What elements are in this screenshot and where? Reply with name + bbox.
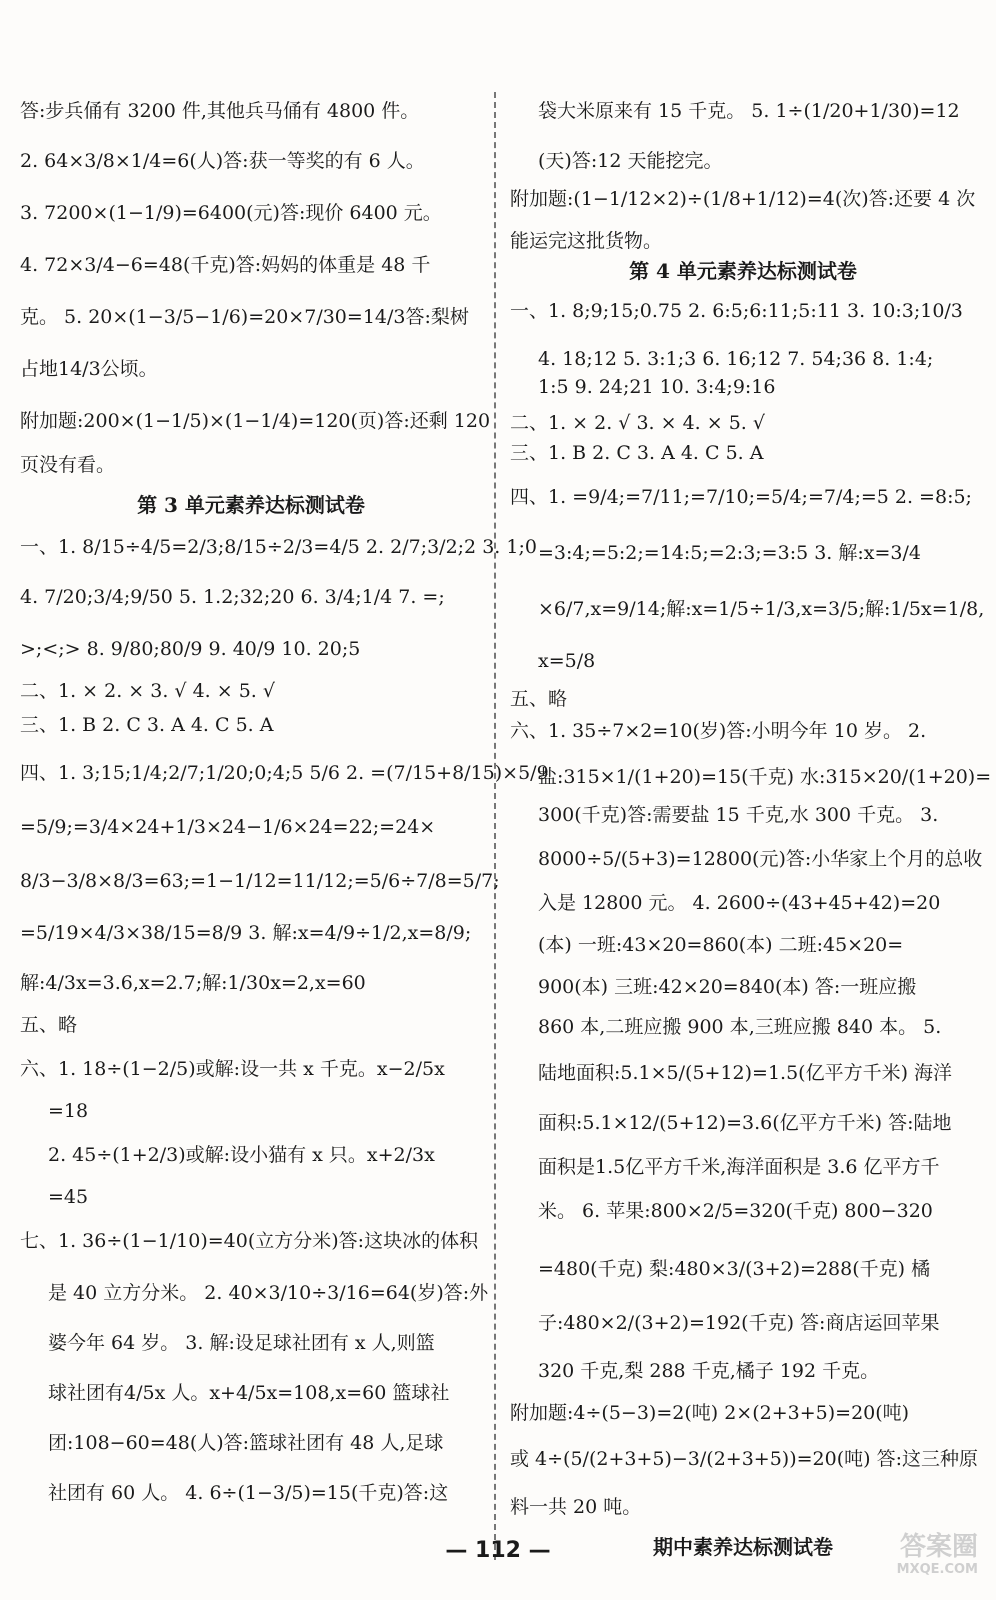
answer-line: 4. 18;12 5. 3:1;3 6. 16;12 7. 54;36 8. 1:4; bbox=[538, 348, 934, 370]
answer-line: 三、1. B 2. C 3. A 4. C 5. A bbox=[20, 714, 274, 736]
answer-line: 900(本) 三班:42×20=840(本) 答:一班应搬 bbox=[538, 976, 917, 998]
midterm-heading: 期中素养达标测试卷 bbox=[653, 1535, 833, 1559]
answer-line: =18 bbox=[48, 1100, 89, 1122]
answer-line: >;<;> 8. 9/80;80/9 9. 40/9 10. 20;5 bbox=[20, 638, 361, 660]
answer-line: 二、1. × 2. × 3. √ 4. × 5. √ bbox=[20, 680, 275, 702]
answer-line: 面积:5.1×12/(5+12)=3.6(亿平方千米) 答:陆地 bbox=[538, 1112, 952, 1134]
answer-line: 四、1. 3;15;1/4;2/7;1/20;0;4;5 5/6 2. =(7/15+8/15)×5/9 bbox=[20, 762, 549, 784]
answer-line: (天)答:12 天能挖完。 bbox=[538, 150, 723, 172]
answer-line: 盐:315×1/(1+20)=15(千克) 水:315×20/(1+20)= bbox=[538, 766, 992, 788]
answer-line: 占地14/3公顷。 bbox=[20, 358, 158, 380]
answer-line: 300(千克)答:需要盐 15 千克,水 300 千克。 3. bbox=[538, 804, 939, 826]
answer-line: 克。 5. 20×(1−3/5−1/6)=20×7/30=14/3答:梨树 bbox=[20, 306, 469, 328]
answer-line: 4. 7/20;3/4;9/50 5. 1.2;32;20 6. 3/4;1/4 7. =; bbox=[20, 586, 445, 608]
answer-line: ×6/7,x=9/14;解:x=1/5÷1/3,x=3/5;解:1/5x=1/8, bbox=[538, 598, 985, 620]
answer-line: 六、1. 18÷(1−2/5)或解:设一共 x 千克。x−2/5x bbox=[20, 1058, 445, 1080]
answer-line: 8/3−3/8×8/3=63;=1−1/12=11/12;=5/6÷7/8=5/7; bbox=[20, 870, 500, 892]
column-divider bbox=[494, 92, 496, 1560]
answer-line: 三、1. B 2. C 3. A 4. C 5. A bbox=[510, 442, 764, 464]
answer-line: 料一共 20 吨。 bbox=[510, 1496, 642, 1518]
answer-line: 是 40 立方分米。 2. 40×3/10÷3/16=64(岁)答:外 bbox=[48, 1282, 489, 1304]
answer-line: 团:108−60=48(人)答:篮球社团有 48 人,足球 bbox=[48, 1432, 444, 1454]
unit4-heading: 第 4 单元素养达标测试卷 bbox=[629, 259, 857, 283]
answer-line: 二、1. × 2. √ 3. × 4. × 5. √ bbox=[510, 412, 765, 434]
answer-line: 一、1. 8/15÷4/5=2/3;8/15÷2/3=4/5 2. 2/7;3/2;2 3. 1;0 bbox=[20, 536, 537, 558]
answer-line: 球社团有4/5x 人。x+4/5x=108,x=60 篮球社 bbox=[48, 1382, 450, 1404]
answer-line: 袋大米原来有 15 千克。 5. 1÷(1/20+1/30)=12 bbox=[538, 100, 960, 122]
answer-line: 子:480×2/(3+2)=192(千克) 答:商店运回苹果 bbox=[538, 1312, 940, 1334]
answer-line: =5/19×4/3×38/15=8/9 3. 解:x=4/9÷1/2,x=8/9; bbox=[20, 922, 472, 944]
page-number: — 112 — bbox=[445, 1538, 551, 1563]
answer-line: 8000÷5/(5+3)=12800(元)答:小华家上个月的总收 bbox=[538, 848, 983, 870]
answer-line: x=5/8 bbox=[538, 650, 596, 672]
answer-line: (本) 一班:43×20=860(本) 二班:45×20= bbox=[538, 934, 904, 956]
answer-line: 答:步兵俑有 3200 件,其他兵马俑有 4800 件。 bbox=[20, 100, 420, 122]
answer-line: 五、略 bbox=[510, 688, 568, 710]
answer-line: 3. 7200×(1−1/9)=6400(元)答:现价 6400 元。 bbox=[20, 202, 442, 224]
answer-line: 五、略 bbox=[20, 1014, 78, 1036]
unit3-heading: 第 3 单元素养达标测试卷 bbox=[137, 493, 365, 517]
answer-line: 一、1. 8;9;15;0.75 2. 6:5;6:11;5:11 3. 10:3;10/3 bbox=[510, 300, 963, 322]
answer-line: 米。 6. 苹果:800×2/5=320(千克) 800−320 bbox=[538, 1200, 933, 1222]
answer-line: 七、1. 36÷(1−1/10)=40(立方分米)答:这块冰的体积 bbox=[20, 1230, 479, 1252]
answer-line: =45 bbox=[48, 1186, 89, 1208]
answer-line: 六、1. 35÷7×2=10(岁)答:小明今年 10 岁。 2. bbox=[510, 720, 927, 742]
answer-line: 婆今年 64 岁。 3. 解:设足球社团有 x 人,则篮 bbox=[48, 1332, 435, 1354]
answer-line: 2. 45÷(1+2/3)或解:设小猫有 x 只。x+2/3x bbox=[48, 1144, 435, 1166]
answer-line: 附加题:(1−1/12×2)÷(1/8+1/12)=4(次)答:还要 4 次 bbox=[510, 188, 976, 210]
answer-line: =480(千克) 梨:480×3/(3+2)=288(千克) 橘 bbox=[538, 1258, 931, 1280]
answer-line: 面积是1.5亿平方千米,海洋面积是 3.6 亿平方千 bbox=[538, 1156, 940, 1178]
answer-line: 能运完这批货物。 bbox=[510, 230, 663, 252]
answer-line: 附加题:4÷(5−3)=2(吨) 2×(2+3+5)=20(吨) bbox=[510, 1402, 910, 1424]
answer-line: 陆地面积:5.1×5/(5+12)=1.5(亿平方千米) 海洋 bbox=[538, 1062, 953, 1084]
answer-line: 320 千克,梨 288 千克,橘子 192 千克。 bbox=[538, 1360, 880, 1382]
answer-line: 四、1. =9/4;=7/11;=7/10;=5/4;=7/4;=5 2. =8:5; bbox=[510, 486, 972, 508]
answer-line: 入是 12800 元。 4. 2600÷(43+45+42)=20 bbox=[538, 892, 941, 914]
answer-line: 解:4/3x=3.6,x=2.7;解:1/30x=2,x=60 bbox=[20, 972, 366, 994]
answer-line: 或 4÷(5/(2+3+5)−3/(2+3+5))=20(吨) 答:这三种原 bbox=[510, 1448, 978, 1470]
answer-line: 社团有 60 人。 4. 6÷(1−3/5)=15(千克)答:这 bbox=[48, 1482, 449, 1504]
answer-line: 页没有看。 bbox=[20, 454, 116, 476]
answer-line: 附加题:200×(1−1/5)×(1−1/4)=120(页)答:还剩 120 bbox=[20, 410, 491, 432]
answer-line: 1:5 9. 24;21 10. 3:4;9:16 bbox=[538, 376, 776, 398]
answer-line: 4. 72×3/4−6=48(千克)答:妈妈的体重是 48 千 bbox=[20, 254, 431, 276]
watermark-logo: 答案圈 MXQE.COM bbox=[896, 1532, 978, 1577]
answer-line: =5/9;=3/4×24+1/3×24−1/6×24=22;=24× bbox=[20, 816, 436, 838]
answer-line: 2. 64×3/8×1/4=6(人)答:获一等奖的有 6 人。 bbox=[20, 150, 425, 172]
answer-line: 860 本,二班应搬 900 本,三班应搬 840 本。 5. bbox=[538, 1016, 942, 1038]
answer-line: =3:4;=5:2;=14:5;=2:3;=3:5 3. 解:x=3/4 bbox=[538, 542, 922, 564]
